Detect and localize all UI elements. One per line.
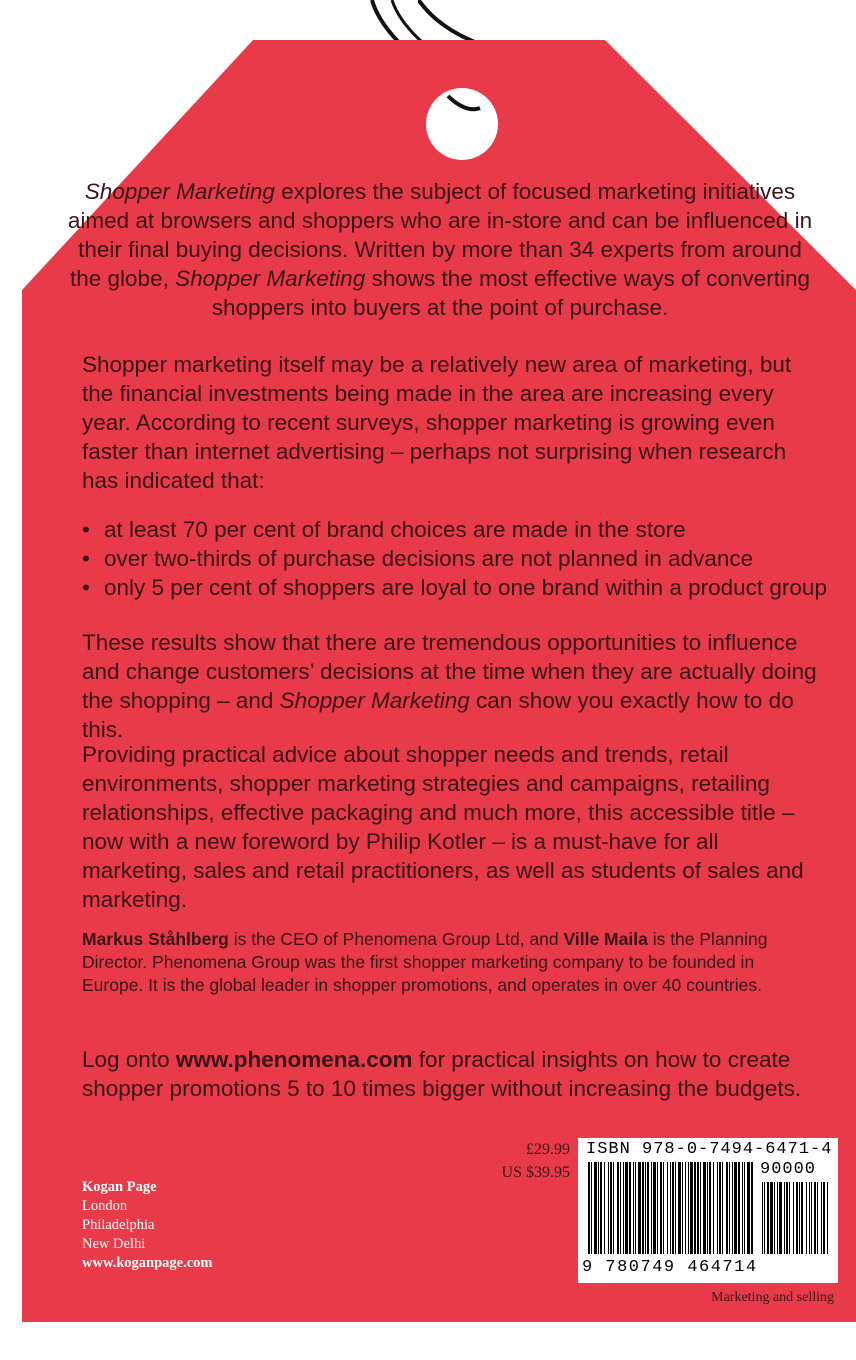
barcode-addon-bar: [823, 1182, 825, 1254]
bio-text-2: is the Planning Director. Phenomena Group was the first shopper marketing company to be founded in Europe. It is the global leader in shopper promotions, and operates in over 40 countries.: [82, 929, 768, 995]
barcode-bar: [591, 1162, 592, 1254]
barcode-addon-bar: [817, 1182, 818, 1254]
barcode-addon-bar: [779, 1182, 782, 1254]
barcode-bar: [675, 1162, 676, 1254]
barcode-bar: [697, 1162, 699, 1254]
barcode-bar: [713, 1162, 714, 1254]
barcode-bar: [738, 1162, 740, 1254]
barcode-bar: [719, 1162, 721, 1254]
barcode-bar: [629, 1162, 631, 1254]
ean-digits: 9 780749 464714: [582, 1258, 758, 1277]
barcode-addon-bar: [786, 1182, 788, 1254]
barcode-bar: [613, 1162, 614, 1254]
barcode-bar: [653, 1162, 656, 1254]
bullet-list: [82, 515, 827, 602]
barcode-bar: [707, 1162, 708, 1254]
barcode-addon-bar: [774, 1182, 775, 1254]
barcode-bar: [685, 1162, 686, 1254]
publisher-block: [82, 1178, 213, 1273]
barcode-bar: [633, 1162, 634, 1254]
barcode-bar: [694, 1162, 696, 1254]
publisher-city: New Delhi: [82, 1236, 146, 1252]
logon-paragraph: [82, 1045, 822, 1103]
logon-suffix: for practical insights on how to create shopper promotions 5 to 10 times bigger without increasing the budgets.: [82, 1047, 802, 1101]
paragraph-three-title: Shopper Marketing: [279, 688, 470, 713]
barcode-addon-bar: [809, 1182, 810, 1254]
intro-title-2: Shopper Marketing: [175, 266, 366, 291]
subject-category: Marketing and selling: [711, 1290, 834, 1305]
barcode-addon-bar: [811, 1182, 812, 1254]
barcode-bar: [703, 1162, 706, 1254]
barcode-bar: [670, 1162, 671, 1254]
barcode-addon-bar: [764, 1182, 765, 1254]
barcode-addon-bar: [801, 1182, 803, 1254]
publisher-city: Philadelphia: [82, 1217, 155, 1233]
barcode-bar: [747, 1162, 750, 1254]
barcode-bar: [751, 1162, 753, 1254]
barcode-bar: [729, 1162, 730, 1254]
barcode-addon-bar: [799, 1182, 800, 1254]
publisher-city: London: [82, 1198, 128, 1214]
paragraph-four: [82, 740, 822, 914]
author-bio: [82, 928, 782, 997]
barcode-bar: [645, 1162, 646, 1254]
author-name-1: Markus Ståhlberg: [82, 929, 229, 949]
barcode-bar: [600, 1162, 602, 1254]
barcode-bar: [682, 1162, 683, 1254]
isbn-text: ISBN 978-0-7494-6471-4: [586, 1140, 833, 1159]
barcode-bar: [734, 1162, 737, 1254]
paragraph-two-text: Shopper marketing itself may be a relatively new area of marketing, but the financial investments being made in the area are increasing every year. According to recent surveys, shopper marketing is growing even faster than internet advertising – perhaps not surprising when research has indicated that:: [82, 352, 792, 493]
barcode-bar: [726, 1162, 728, 1254]
barcode-addon-bar: [793, 1182, 794, 1254]
paragraph-three: [82, 628, 822, 744]
barcode-bar: [678, 1162, 681, 1254]
barcode-addon-bar: [767, 1182, 769, 1254]
barcode-bar: [594, 1162, 597, 1254]
barcode-bar: [635, 1162, 636, 1254]
barcode-addon-bar: [796, 1182, 798, 1254]
intro-title-1: Shopper Marketing: [84, 179, 275, 204]
price-usd: US $39.95: [501, 1164, 570, 1181]
barcode-bar: [651, 1162, 652, 1254]
intro-text-end: shows the most effective ways of converting shoppers into buyers at the point of purchase.: [211, 266, 810, 320]
intro-text: explores the subject of focused marketing initiatives aimed at browsers and shoppers who are in-store and can be influenced in their final buying decisions. Written by more than 34 experts from around the globe,: [67, 179, 813, 291]
barcode-bar: [657, 1162, 658, 1254]
phenomena-link[interactable]: www.phenomena.com: [175, 1047, 413, 1072]
barcode-bar: [642, 1162, 644, 1254]
barcode-bar: [717, 1162, 718, 1254]
publisher-website[interactable]: www.koganpage.com: [82, 1255, 213, 1271]
barcode-addon-bar: [821, 1182, 822, 1254]
barcode-bar: [638, 1162, 641, 1254]
barcode-bar: [647, 1162, 649, 1254]
barcode-bar: [620, 1162, 621, 1254]
barcode-bar: [598, 1162, 599, 1254]
barcode-addon-bar: [814, 1182, 816, 1254]
logon-prefix: Log onto: [82, 1047, 176, 1072]
barcode-bar: [604, 1162, 605, 1254]
bullet-item: • at least 70 per cent of brand choices are made in the store: [82, 515, 827, 544]
paragraph-three-part2: can show you exactly how to do this.: [82, 688, 794, 742]
publisher-name: Kogan Page: [82, 1179, 157, 1195]
barcode-addon-bar: [777, 1182, 778, 1254]
barcode-bar: [688, 1162, 689, 1254]
barcode-addon-bar: [784, 1182, 785, 1254]
barcode: [578, 1138, 838, 1283]
paragraph-four-text: Providing practical advice about shopper needs and trends, retail environments, shopper marketing strategies and campaigns, retailing relationships, effective packaging and much more, this accessible title – now with a new foreword by Philip Kotler – is a must-have for all marketing, sales and retail practitioners, as well as students of sales and marketing.: [82, 742, 804, 912]
barcode-bar: [663, 1162, 664, 1254]
tag-hole-icon: [426, 88, 498, 160]
author-name-2: Ville Maila: [563, 929, 648, 949]
bullet-item: • only 5 per cent of shoppers are loyal to one brand within a product group: [82, 573, 827, 602]
barcode-bar: [610, 1162, 612, 1254]
barcode-bar: [660, 1162, 662, 1254]
price-block: [478, 1138, 570, 1184]
barcode-bar: [700, 1162, 701, 1254]
barcode-addon-number: 90000: [760, 1160, 817, 1179]
bio-text-1: is the CEO of Phenomena Group Ltd, and: [228, 929, 564, 949]
barcode-bar: [625, 1162, 628, 1254]
barcode-bar: [732, 1162, 733, 1254]
barcode-addon-bar: [789, 1182, 790, 1254]
barcode-bar: [744, 1162, 745, 1254]
barcode-bar: [623, 1162, 624, 1254]
barcode-bar: [588, 1162, 590, 1254]
barcode-addon-bar: [770, 1182, 773, 1254]
price-gbp: £29.99: [526, 1141, 570, 1158]
barcode-bar: [742, 1162, 743, 1254]
barcode-bar: [690, 1162, 693, 1254]
barcode-addon-bar: [827, 1182, 828, 1254]
barcode-bar: [709, 1162, 711, 1254]
paragraph-two: [82, 350, 822, 495]
barcode-bar: [722, 1162, 723, 1254]
barcode-bar: [608, 1162, 609, 1254]
barcode-bar: [617, 1162, 619, 1254]
barcode-bar: [667, 1162, 668, 1254]
barcode-bar: [672, 1162, 674, 1254]
paragraph-three-part1: These results show that there are tremendous opportunities to influence and change customers’ decisions at the time when they are actually doing the shopping – and: [82, 630, 817, 713]
barcode-addon-bar: [806, 1182, 807, 1254]
barcode-addon-bar: [762, 1182, 763, 1254]
intro-paragraph: [60, 177, 820, 322]
bullet-item: • over two-thirds of purchase decisions are not planned in advance: [82, 544, 827, 573]
